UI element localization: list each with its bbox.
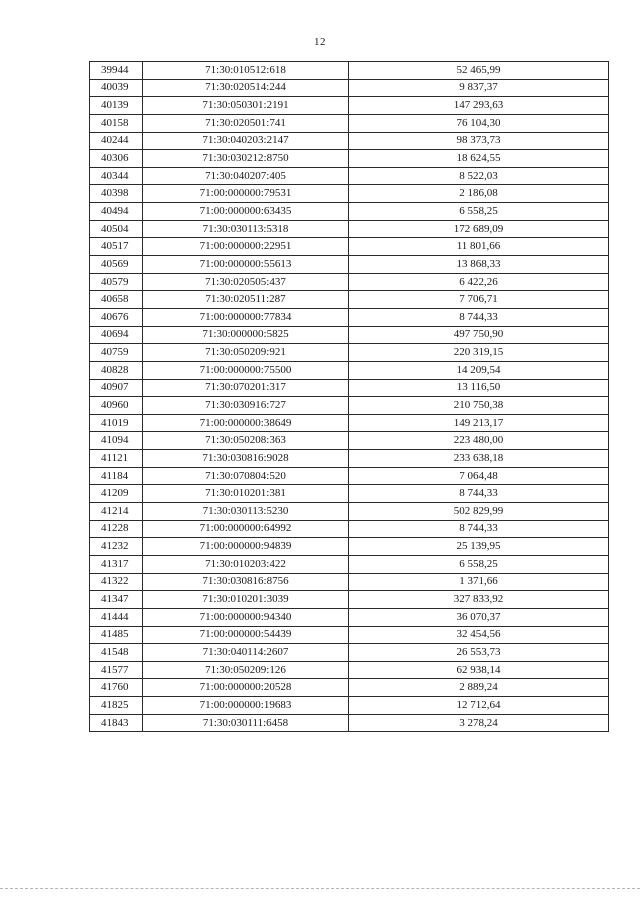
object-id-cell: 40676	[90, 308, 143, 326]
cadastral-value-cell: 7 064,48	[349, 467, 609, 485]
cadastral-number-cell: 71:30:050209:921	[143, 344, 349, 362]
cadastral-value-cell: 1 371,66	[349, 573, 609, 591]
cadastral-number-cell: 71:30:000000:5825	[143, 326, 349, 344]
cadastral-value-cell: 26 553,73	[349, 644, 609, 662]
cadastral-value-cell: 8 744,33	[349, 308, 609, 326]
cadastral-value-cell: 25 139,95	[349, 538, 609, 556]
table-row	[90, 520, 609, 538]
cadastral-number-cell: 71:30:020505:437	[143, 273, 349, 291]
cadastral-number-cell: 71:30:030816:8756	[143, 573, 349, 591]
cadastral-number-cell: 71:30:010201:381	[143, 485, 349, 503]
object-id-cell: 40828	[90, 361, 143, 379]
object-id-cell: 41577	[90, 661, 143, 679]
table-row	[90, 308, 609, 326]
cadastral-value-cell: 2 889,24	[349, 679, 609, 697]
table-row	[90, 503, 609, 521]
table-row	[90, 79, 609, 97]
table-row	[90, 555, 609, 573]
cadastral-number-cell: 71:30:020511:287	[143, 291, 349, 309]
cadastral-number-cell: 71:30:010201:3039	[143, 591, 349, 609]
table-row	[90, 538, 609, 556]
cadastral-value-cell: 32 454,56	[349, 626, 609, 644]
cadastral-value-cell: 6 558,25	[349, 203, 609, 221]
table-row	[90, 573, 609, 591]
cadastral-number-cell: 71:00:000000:20528	[143, 679, 349, 697]
table-row	[90, 679, 609, 697]
cadastral-value-cell: 98 373,73	[349, 132, 609, 150]
object-id-cell: 40694	[90, 326, 143, 344]
page-number: 12	[314, 36, 326, 48]
table-row	[90, 150, 609, 168]
cadastral-value-cell: 233 638,18	[349, 450, 609, 468]
object-id-cell: 41347	[90, 591, 143, 609]
cadastral-value-cell: 502 829,99	[349, 503, 609, 521]
object-id-cell: 41184	[90, 467, 143, 485]
cadastral-value-cell: 12 712,64	[349, 697, 609, 715]
cadastral-value-cell: 18 624,55	[349, 150, 609, 168]
cadastral-number-cell: 71:30:020514:244	[143, 79, 349, 97]
object-id-cell: 40158	[90, 114, 143, 132]
cadastral-value-cell: 62 938,14	[349, 661, 609, 679]
table-row	[90, 291, 609, 309]
table-row	[90, 97, 609, 115]
cadastral-number-cell: 71:00:000000:63435	[143, 203, 349, 221]
object-id-cell: 40306	[90, 150, 143, 168]
cadastral-number-cell: 71:30:050208:363	[143, 432, 349, 450]
cadastral-number-cell: 71:00:000000:79531	[143, 185, 349, 203]
cadastral-number-cell: 71:30:070804:520	[143, 467, 349, 485]
table-row	[90, 714, 609, 732]
cadastral-number-cell: 71:30:040203:2147	[143, 132, 349, 150]
cadastral-value-cell: 7 706,71	[349, 291, 609, 309]
object-id-cell: 41548	[90, 644, 143, 662]
table-row	[90, 397, 609, 415]
cadastral-value-cell: 2 186,08	[349, 185, 609, 203]
object-id-cell: 39944	[90, 62, 143, 80]
cadastral-value-cell: 6 422,26	[349, 273, 609, 291]
cadastral-value-cell: 210 750,38	[349, 397, 609, 415]
cadastral-value-cell: 13 116,50	[349, 379, 609, 397]
table-row	[90, 238, 609, 256]
object-id-cell: 41760	[90, 679, 143, 697]
object-id-cell: 40344	[90, 167, 143, 185]
object-id-cell: 41444	[90, 608, 143, 626]
cadastral-value-cell: 8 744,33	[349, 520, 609, 538]
object-id-cell: 40960	[90, 397, 143, 415]
object-id-cell: 41485	[90, 626, 143, 644]
table-row	[90, 644, 609, 662]
cadastral-value-cell: 223 480,00	[349, 432, 609, 450]
cadastral-value-cell: 172 689,09	[349, 220, 609, 238]
table-row	[90, 132, 609, 150]
object-id-cell: 40579	[90, 273, 143, 291]
cadastral-number-cell: 71:00:000000:75500	[143, 361, 349, 379]
table-row	[90, 414, 609, 432]
table-row	[90, 608, 609, 626]
cadastral-number-cell: 71:30:030212:8750	[143, 150, 349, 168]
object-id-cell: 40569	[90, 256, 143, 274]
cadastral-value-cell: 76 104,30	[349, 114, 609, 132]
cadastral-number-cell: 71:00:000000:77834	[143, 308, 349, 326]
cadastral-number-cell: 71:30:030113:5230	[143, 503, 349, 521]
cadastral-number-cell: 71:00:000000:94340	[143, 608, 349, 626]
table-body	[90, 62, 609, 732]
table-row	[90, 273, 609, 291]
cadastral-value-cell: 497 750,90	[349, 326, 609, 344]
cadastral-value-table	[89, 61, 609, 732]
scan-artifact-line	[0, 888, 640, 889]
object-id-cell: 40244	[90, 132, 143, 150]
object-id-cell: 40504	[90, 220, 143, 238]
object-id-cell: 40494	[90, 203, 143, 221]
object-id-cell: 41825	[90, 697, 143, 715]
cadastral-value-cell: 8 522,03	[349, 167, 609, 185]
cadastral-number-cell: 71:00:000000:19683	[143, 697, 349, 715]
cadastral-value-cell: 14 209,54	[349, 361, 609, 379]
table-row	[90, 167, 609, 185]
table-row	[90, 344, 609, 362]
table-row	[90, 379, 609, 397]
cadastral-value-cell: 6 558,25	[349, 555, 609, 573]
object-id-cell: 41121	[90, 450, 143, 468]
object-id-cell: 41232	[90, 538, 143, 556]
cadastral-value-cell: 149 213,17	[349, 414, 609, 432]
table-row	[90, 203, 609, 221]
cadastral-number-cell: 71:30:050209:126	[143, 661, 349, 679]
cadastral-number-cell: 71:30:030113:5318	[143, 220, 349, 238]
table-row	[90, 432, 609, 450]
cadastral-number-cell: 71:30:040207:405	[143, 167, 349, 185]
cadastral-value-cell: 52 465,99	[349, 62, 609, 80]
cadastral-number-cell: 71:30:070201:317	[143, 379, 349, 397]
cadastral-value-cell: 327 833,92	[349, 591, 609, 609]
object-id-cell: 41094	[90, 432, 143, 450]
table-row	[90, 114, 609, 132]
cadastral-value-cell: 3 278,24	[349, 714, 609, 732]
table-row	[90, 591, 609, 609]
object-id-cell: 41843	[90, 714, 143, 732]
object-id-cell: 40398	[90, 185, 143, 203]
cadastral-number-cell: 71:30:020501:741	[143, 114, 349, 132]
object-id-cell: 40907	[90, 379, 143, 397]
cadastral-number-cell: 71:00:000000:38649	[143, 414, 349, 432]
object-id-cell: 41317	[90, 555, 143, 573]
cadastral-number-cell: 71:00:000000:64992	[143, 520, 349, 538]
object-id-cell: 41214	[90, 503, 143, 521]
cadastral-value-cell: 11 801,66	[349, 238, 609, 256]
cadastral-number-cell: 71:00:000000:22951	[143, 238, 349, 256]
cadastral-number-cell: 71:00:000000:54439	[143, 626, 349, 644]
cadastral-value-cell: 13 868,33	[349, 256, 609, 274]
cadastral-number-cell: 71:00:000000:94839	[143, 538, 349, 556]
table-row	[90, 62, 609, 80]
table-row	[90, 326, 609, 344]
cadastral-number-cell: 71:00:000000:55613	[143, 256, 349, 274]
table-row	[90, 185, 609, 203]
table-row	[90, 450, 609, 468]
object-id-cell: 41322	[90, 573, 143, 591]
cadastral-number-cell: 71:30:010512:618	[143, 62, 349, 80]
table-row	[90, 661, 609, 679]
table-row	[90, 467, 609, 485]
cadastral-value-cell: 36 070,37	[349, 608, 609, 626]
table-row	[90, 220, 609, 238]
cadastral-number-cell: 71:30:030916:727	[143, 397, 349, 415]
cadastral-value-cell: 220 319,15	[349, 344, 609, 362]
cadastral-number-cell: 71:30:030111:6458	[143, 714, 349, 732]
table-row	[90, 361, 609, 379]
cadastral-number-cell: 71:30:030816:9028	[143, 450, 349, 468]
table-row	[90, 485, 609, 503]
cadastral-value-cell: 8 744,33	[349, 485, 609, 503]
table-row	[90, 256, 609, 274]
table-row	[90, 697, 609, 715]
cadastral-value-cell: 147 293,63	[349, 97, 609, 115]
object-id-cell: 41019	[90, 414, 143, 432]
object-id-cell: 40039	[90, 79, 143, 97]
object-id-cell: 40517	[90, 238, 143, 256]
object-id-cell: 41209	[90, 485, 143, 503]
cadastral-number-cell: 71:30:040114:2607	[143, 644, 349, 662]
object-id-cell: 40759	[90, 344, 143, 362]
cadastral-value-cell: 9 837,37	[349, 79, 609, 97]
object-id-cell: 40658	[90, 291, 143, 309]
cadastral-number-cell: 71:30:050301:2191	[143, 97, 349, 115]
object-id-cell: 41228	[90, 520, 143, 538]
object-id-cell: 40139	[90, 97, 143, 115]
table-row	[90, 626, 609, 644]
cadastral-number-cell: 71:30:010203:422	[143, 555, 349, 573]
